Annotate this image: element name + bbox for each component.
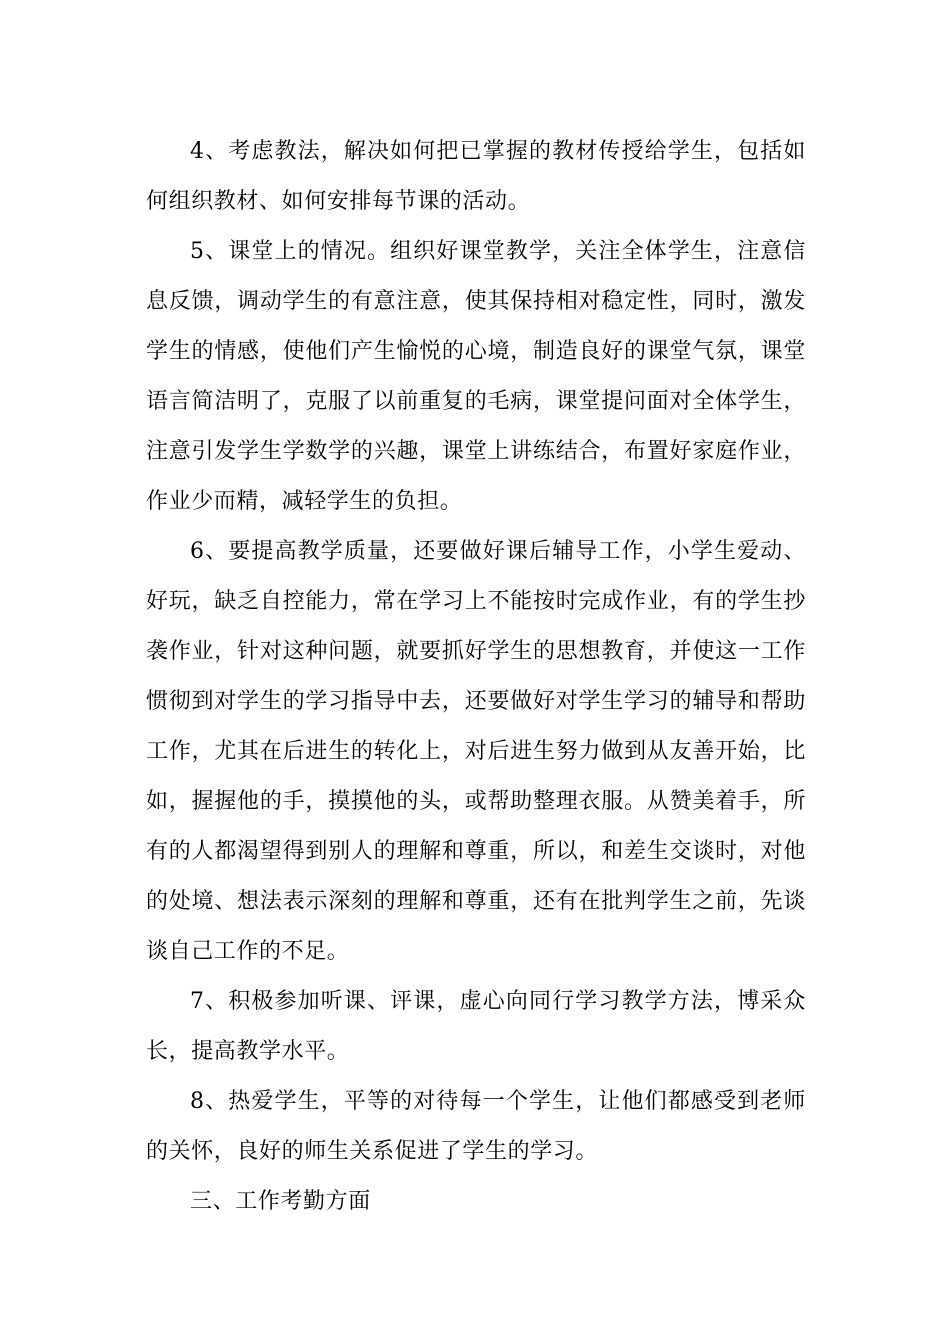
- document-body: [146, 127, 806, 1227]
- paragraph-item-7: 7、积极参加听课、评课，虚心向同行学习教学方法，博采众长，提高教学水平。: [146, 989, 806, 1064]
- paragraph-item-8: 8、热爱学生，平等的对待每一个学生，让他们都感受到老师的关怀，良好的师生关系促进了学生的学习。: [146, 1089, 806, 1164]
- paragraph-item-6: 6、要提高教学质量，还要做好课后辅导工作，小学生爱动、好玩，缺乏自控能力，常在学习上不能按时完成作业，有的学生抄袭作业，针对这种问题，就要抓好学生的思想教育，并使这一工作惯彻到对学生的学习指导中去，还要做好对学生学习的辅导和帮助工作，尤其在后进生的转化上，对后进生努力做到从友善开始，比如，握握他的手，摸摸他的头，或帮助整理衣服。从赞美着手，所有的人都渴望得到别人的理解和尊重，所以，和差生交谈时，对他的处境、想法表示深刻的理解和尊重，还有在批判学生之前，先谈谈自己工作的不足。: [146, 539, 806, 964]
- paragraph-item-5: 5、课堂上的情况。组织好课堂教学，关注全体学生，注意信息反馈，调动学生的有意注意，使其保持相对稳定性，同时，激发学生的情感，使他们产生愉悦的心境，制造良好的课堂气氛，课堂语言简洁明了，克服了以前重复的毛病，课堂提问面对全体学生，注意引发学生学数学的兴趣，课堂上讲练结合，布置好家庭作业，作业少而精，减轻学生的负担。: [146, 239, 806, 514]
- section-heading-attendance: 三、工作考勤方面: [190, 1189, 371, 1214]
- paragraph-item-4: 4、考虑教法，解决如何把已掌握的教材传授给学生，包括如何组织教材、如何安排每节课的活动。: [146, 139, 806, 214]
